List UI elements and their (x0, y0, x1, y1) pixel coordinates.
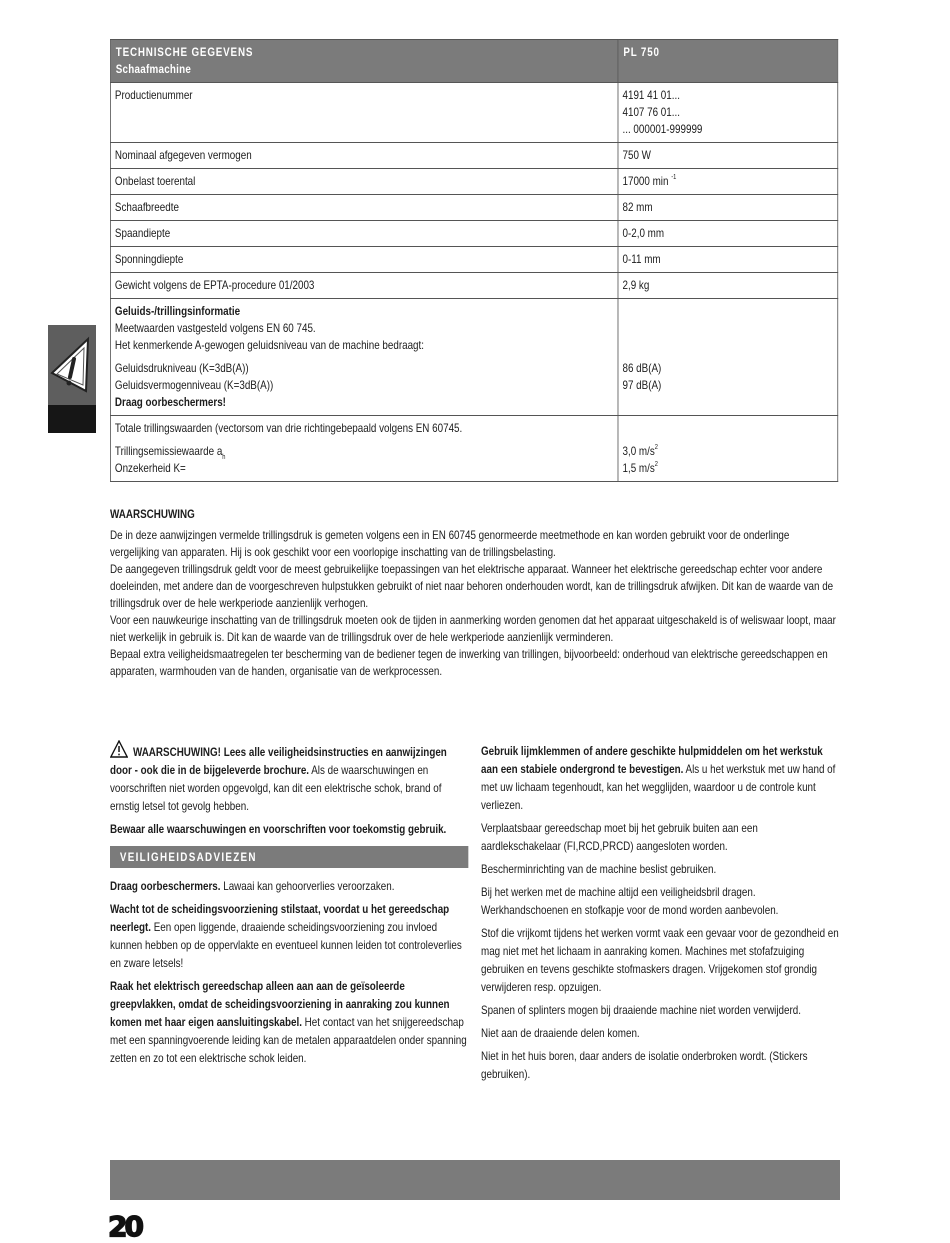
safety-item: Spanen of splinters mogen bij draaiende machine niet worden verwijderd. (481, 1003, 801, 1017)
table-row (110, 143, 837, 169)
vibration-warning-block (110, 506, 840, 680)
noise-info-row (110, 299, 837, 416)
row-value: 2,9 kg (618, 273, 838, 299)
row-value (618, 169, 838, 195)
warning-paragraph: De in deze aanwijzingen vermelde trillingsdruk is gemeten volgens een in EN 60745 genormeerde meetmethode en kan worden gebruikt voor de onderlinge vergelijking van apparaten. Hij is ook geschikt voor een voorlopige inschatting van de trillingsbelasting. (110, 528, 790, 559)
vibration-uncertainty-value: 1,5 $m/s^2$ (622, 461, 658, 475)
safety-intro: WAARSCHUWING! Lees alle veiligheidsinstructies en aanwijzingen door - ook die in de bijgeleverde brochure. Als de waarschuwingen en voorschriften niet worden opgevolgd, kan dit een elektrische schok, brand of ernstig letsel tot gevolg hebben. (110, 740, 468, 815)
safety-item: Gebruik lijmklemmen of andere geschikte hulpmiddelen om het werkstuk aan een stabiele ondergrond te bevestigen. Als u het werkstuk met uw hand of met uw lichaam tegenhoudt, kan het wegglijden, waardoor u de controle kunt verliezen. (481, 744, 836, 812)
left-column (110, 740, 468, 1072)
vibration-info-row (110, 416, 837, 482)
warning-exclamation-icon (48, 325, 96, 405)
sound-pressure-label: Geluidsdrukniveau (K=3dB(A)) (114, 361, 249, 375)
sound-power-value: 97 dB(A) (622, 378, 662, 392)
table-header-row (110, 40, 837, 83)
vibration-uncertainty-label: Onzekerheid K= (114, 461, 186, 475)
table-model: PL 750 (618, 40, 838, 83)
side-warning-tab (48, 325, 96, 433)
vibration-emission-value: 3,0 $m/s^2$ (622, 444, 658, 458)
warning-title: WAARSCHUWING (110, 507, 195, 521)
keep-instructions: Bewaar alle waarschuwingen en voorschriften voor toekomstig gebruik. (110, 822, 447, 836)
safety-item: Niet aan de draaiende delen komen. (481, 1026, 640, 1040)
sound-power-label: Geluidsvermogenniveau (K=3dB(A)) (114, 378, 274, 392)
row-label: Sponningdiepte (110, 247, 618, 273)
row-label: Gewicht volgens de EPTA-procedure 01/2003 (110, 273, 618, 299)
row-value: 82 mm (618, 195, 838, 221)
warning-paragraph: Voor een nauwkeurige inschatting van de trillingsdruk moeten ook de tijden in aanmerking worden genomen dat het apparaat uitgeschakeld is of weliswaar loopt, maar niet werkelijk in gebruik is. Dit kan de waarde van de trillingsdruk over de hele werkperiode aanzienlijk verminderen. (110, 613, 836, 644)
noise-info-cell (110, 299, 618, 416)
vibration-info-cell (110, 416, 618, 482)
safety-item: Draag oorbeschermers. Lawaai kan gehoorverlies veroorzaken. (110, 879, 395, 893)
safety-item: Bescherminrichting van de machine beslist gebruiken. (481, 862, 717, 876)
row-label: Onbelast toerental (110, 169, 618, 195)
vibration-values-cell (618, 416, 838, 482)
table-row (110, 83, 837, 143)
technical-data-table (110, 39, 838, 482)
safety-item: Raak het elektrisch gereedschap alleen aan aan de geïsoleerde greepvlakken, omdat de scheidingsvoorziening in aanraking zou kunnen komen met haar eigen aansluitingskabel. Het contact van het snijgereedschap met een spanningvoerende leiding kan de metalen apparaatdelen onder spanning zetten en zo tot een elektrische schok leiden. (110, 979, 467, 1065)
page-number: 20 (108, 1210, 141, 1243)
table-row (110, 195, 837, 221)
product-number-3: ... 000001-999999 (622, 122, 703, 136)
sound-pressure-value: 86 dB(A) (622, 361, 662, 375)
safety-item: Stof die vrijkomt tijdens het werken vormt vaak een gevaar voor de gezondheid en mag niet met het lichaam in aanraking komen. Machines met stofafzuiging gebruiken en tevens geschikte stofmaskers dragen. Vrijgekomen stof grondig verwijderen resp. opzuigen. (481, 926, 839, 994)
row-value: 0-2,0 mm (618, 221, 838, 247)
section-title: VEILIGHEIDSADVIEZEN (110, 846, 468, 868)
warning-paragraph: De aangegeven trillingsdruk geldt voor de meest gebruikelijke toepassingen van het elektrische apparaat. Wanneer het elektrische gereedschap echter voor andere doeleinden, met andere dan de voorgeschreven hulpstukken gebruikt of niet naar behoren onderhouden wordt, kan de trillingsdruk afwijken. Dit kan de waarde van de trillingsdruk over de hele werkperiode aanzienlijk verhogen. (110, 562, 834, 610)
rpm-exponent: -1 (671, 174, 677, 181)
right-column (481, 742, 839, 1088)
row-value (618, 83, 838, 143)
safety-item: Wacht tot de scheidingsvoorziening stilstaat, voordat u het gereedschap neerlegt. Een open liggende, draaiende scheidingsvoorziening zou invloed kunnen hebben op de oppervlakte en eventueel kunnen leiden tot controleverlies en zware letsels! (110, 902, 462, 970)
safety-item: Bij het werken met de machine altijd een veiligheidsbril dragen. Werkhandschoenen en stofkapje voor de mond worden aanbevolen. (481, 885, 779, 917)
table-row (110, 247, 837, 273)
row-label: Productienummer (110, 83, 618, 143)
table-row (110, 221, 837, 247)
row-value: 0-11 mm (618, 247, 838, 273)
rpm-value: 17000 min (622, 174, 669, 188)
table-subtitle: Schaafmachine (115, 62, 192, 76)
table-header-title-cell (110, 40, 618, 83)
row-label: Schaafbreedte (110, 195, 618, 221)
table-title: TECHNISCHE GEGEVENS (115, 45, 254, 59)
table-row (110, 273, 837, 299)
noise-title: Geluids-/trillingsinformatie (114, 304, 241, 318)
footer-bar (110, 1160, 840, 1200)
table-row (110, 169, 837, 195)
noise-line-2: Het kenmerkende A-gewogen geluidsniveau van de machine bedraagt: (114, 338, 424, 352)
noise-line-1: Meetwaarden vastgesteld volgens EN 60 745. (114, 321, 316, 335)
warning-paragraph: Bepaal extra veiligheidsmaatregelen ter bescherming van de bediener tegen de inwerking van trillingen, bijvoorbeeld: onderhoud van elektrische gereedschappen en apparaten, warmhouden van de handen, organisatie van de werkprocessen. (110, 647, 828, 678)
row-label: Nominaal afgegeven vermogen (110, 143, 618, 169)
row-label: Spaandiepte (110, 221, 618, 247)
noise-values-cell (618, 299, 838, 416)
product-number-1: 4191 41 01... (622, 88, 680, 102)
row-value: 750 W (618, 143, 838, 169)
warning-triangle-icon (110, 740, 128, 758)
vibration-emission-label: Trillingsemissiewaarde $a_h$ (114, 444, 226, 461)
vibration-intro: Totale trillingswaarden (vectorsom van drie richtingebepaald volgens EN 60745. (114, 421, 463, 435)
safety-item: Niet in het huis boren, daar anders de isolatie onderbroken wordt. (Stickers gebruiken). (481, 1049, 808, 1081)
product-number-2: 4107 76 01... (622, 105, 680, 119)
wear-ear-protection: Draag oorbeschermers! (114, 395, 226, 409)
safety-item: Verplaatsbaar gereedschap moet bij het gebruik buiten aan een aardlekschakelaar (FI,RCD,PRCD) aangesloten worden. (481, 821, 758, 853)
